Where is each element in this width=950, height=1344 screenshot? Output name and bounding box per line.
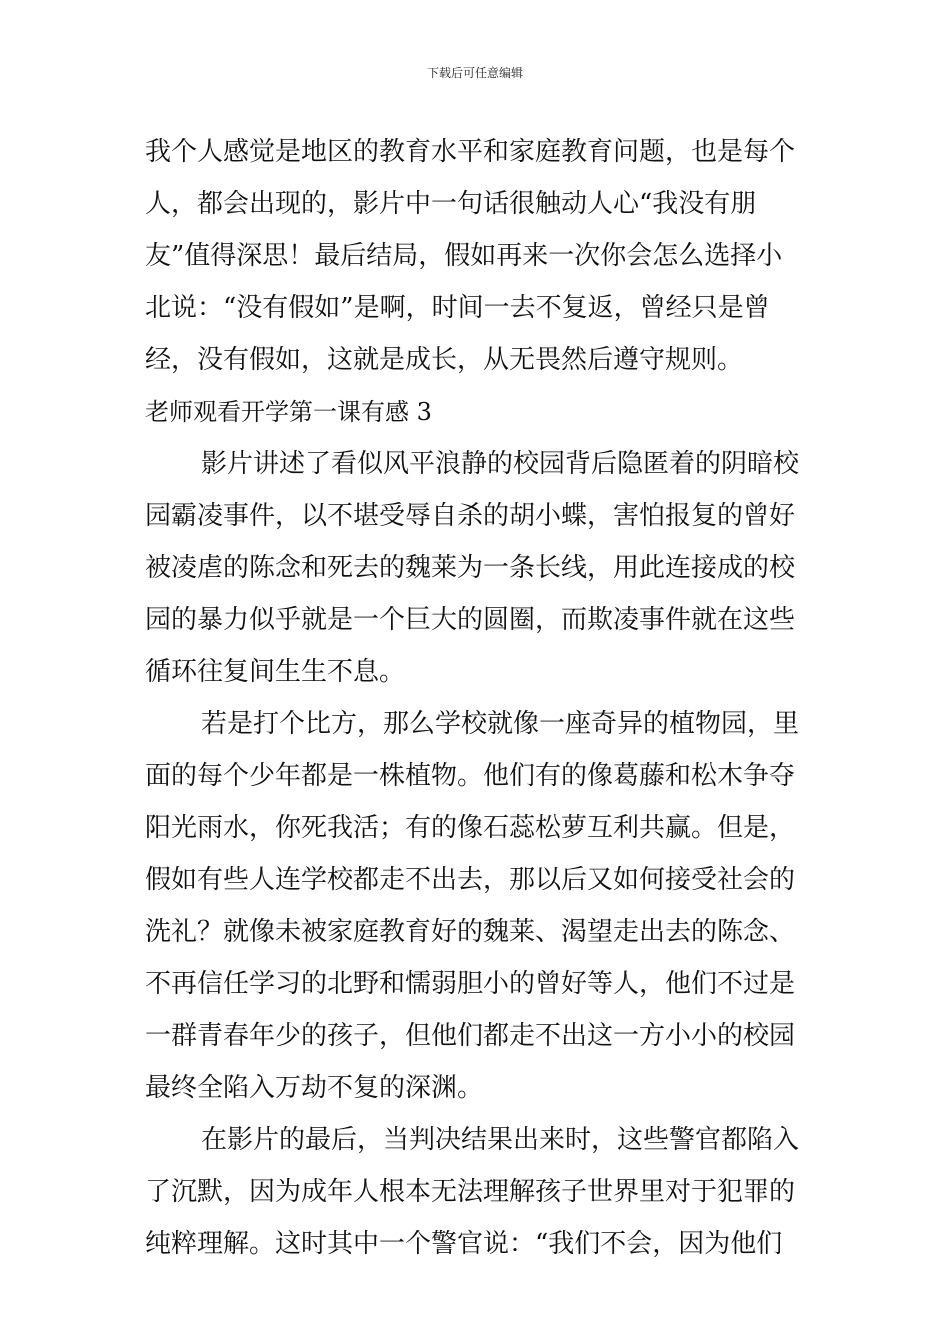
text-line: 洗礼？就像未被家庭教育好的魏莱、渴望走出去的陈念、 — [145, 917, 796, 947]
text-line: 最终全陷入万劫不复的深渊。 — [145, 1073, 484, 1103]
text-line: 不再信任学习的北野和懦弱胆小的曾好等人，他们不过是 — [145, 969, 796, 999]
section-heading: 老师观看开学第一课有感 3 — [145, 398, 432, 426]
document-body — [145, 126, 810, 1270]
text-line: 我个人感觉是地区的教育水平和家庭教育问题，也是每个 — [145, 137, 796, 167]
text-line: 面的每个少年都是一株植物。他们有的像葛藤和松木争夺 — [145, 761, 796, 791]
text-line: 人，都会出现的，影片中一句话很触动人心“我没有朋 — [145, 189, 757, 219]
text-line: 园的暴力似乎就是一个巨大的圆圈，而欺凌事件就在这些 — [145, 605, 796, 635]
text-line: 被凌虐的陈念和死去的魏莱为一条长线，用此连接成的校 — [145, 553, 796, 583]
text-line: 循环往复间生生不息。 — [145, 657, 406, 687]
paragraph-first-line: 在影片的最后，当判决结果出来时，这些警官都陷入 — [201, 1125, 800, 1155]
page-header-note: 下载后可任意编辑 — [426, 66, 523, 80]
text-line: 纯粹理解。这时其中一个警官说：“我们不会，因为他们 — [145, 1229, 783, 1259]
text-line: 阳光雨水，你死我活；有的像石蕊松萝互利共赢。但是， — [145, 813, 796, 843]
text-line: 园霸凌事件，以不堪受辱自杀的胡小蝶，害怕报复的曾好 — [145, 501, 796, 531]
text-line: 北说：“没有假如”是啊，时间一去不复返，曾经只是曾 — [145, 293, 770, 323]
text-line: 了沉默，因为成年人根本无法理解孩子世界里对于犯罪的 — [145, 1177, 796, 1207]
text-line: 经，没有假如，这就是成长，从无畏然后遵守规则。 — [145, 345, 744, 375]
text-line: 假如有些人连学校都走不出去，那以后又如何接受社会的 — [145, 865, 796, 895]
paragraph-first-line: 若是打个比方，那么学校就像一座奇异的植物园，里 — [201, 709, 800, 739]
text-line: 友”值得深思！最后结局，假如再来一次你会怎么选择小 — [145, 241, 783, 271]
paragraph-first-line: 影片讲述了看似风平浪静的校园背后隐匿着的阴暗校 — [201, 449, 800, 479]
text-line: 一群青春年少的孩子，但他们都走不出这一方小小的校园 — [145, 1021, 796, 1051]
